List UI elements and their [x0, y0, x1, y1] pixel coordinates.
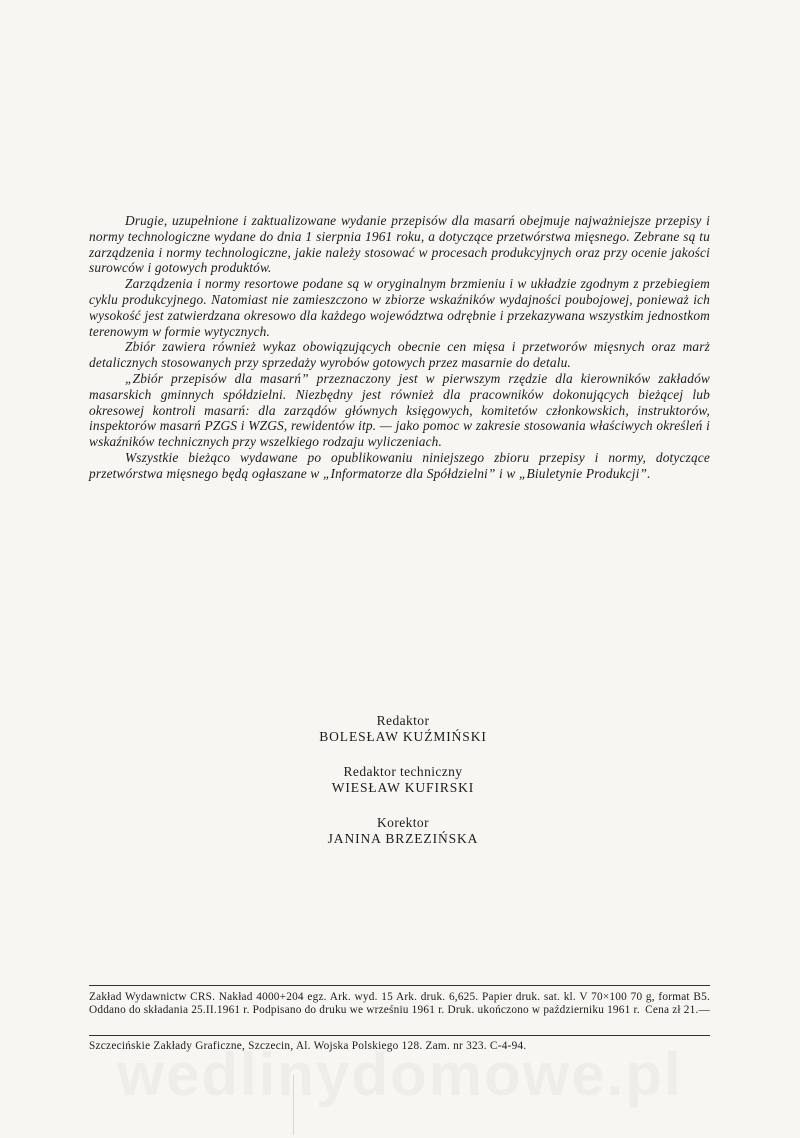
intro-paragraph: Wszystkie bieżąco wydawane po opublikowaniu niniejszego zbioru przepisy i normy, dotyczące przetwórstwa mięsnego będą ogłaszane w „Informatorze dla Spółdzielni” i w „Biuletynie Produkcji”.	[89, 449, 710, 481]
credit-name: WIESŁAW KUFIRSKI	[331, 780, 475, 795]
imprint-top-rule	[89, 985, 710, 986]
intro-paragraph: „Zbiór przepisów dla masarń” przeznaczony jest w pierwszym rzędzie dla kierowników zakładów masarskich gminnych spółdzielni. Niezbędny jest również dla pracowników dokonujących bieżącej lub okresowej kontroli masarń: dla zarządów głównych księgowych, komitetów członkowskich, instruktorów, inspektorów masarń PZGS i WZGS, rewidentów itp. — jako pomoc w zakresie stosowania właściwych określeń i wskaźników technicznych przy wszelkiego rodzaju wyliczeniach.	[89, 370, 710, 450]
credit-role: Korektor	[377, 815, 429, 830]
credit-name: JANINA BRZEZIŃSKA	[327, 831, 479, 846]
intro-text	[89, 213, 710, 482]
imprint-block	[89, 991, 710, 1018]
credit-technical-editor	[200, 764, 606, 796]
imprint-bottom-rule	[89, 1035, 710, 1036]
imprint-text: Zakład Wydawnictw CRS. Nakład 4000+204 egz. Ark. wyd. 15 Ark. druk. 6,625. Papier druk. sat. kl. V 70×100 70 g, format B5. Oddano do składania 25.II.1961 r. Podpisano do druku we wrześniu 1961 r. Druk. ukończono w październiku 1961 r.	[89, 991, 710, 1017]
page-fold-line	[293, 1075, 294, 1135]
credit-role: Redaktor	[376, 713, 430, 728]
credit-role: Redaktor techniczny	[343, 764, 463, 779]
intro-paragraph: Drugie, uzupełnione i zaktualizowane wydanie przepisów dla masarń obejmuje najważniejsze przepisy i normy technologiczne wydane do dnia 1 sierpnia 1961 roku, a dotyczące przetwórstwa mięsnego. Zebrane są tu zarządzenia i normy technologiczne, jakie należy stosować w procesach produkcyjnych oraz przy ocenie jakości surowców i gotowych produktów.	[89, 213, 710, 276]
credit-name: BOLESŁAW KUŹMIŃSKI	[319, 729, 487, 744]
credit-editor	[200, 713, 606, 745]
price-label: Cena zł 21.—	[645, 1004, 710, 1017]
editorial-credits	[200, 713, 606, 866]
credit-proofreader	[200, 815, 606, 847]
printer-info: Szczecińskie Zakłady Graficzne, Szczecin, Al. Wojska Polskiego 128. Zam. nr 323. C-4-94.	[89, 1040, 527, 1052]
intro-paragraph: Zbiór zawiera również wykaz obowiązujących obecnie cen mięsa i przetworów mięsnych oraz marż detalicznych stosowanych przy sprzedaży wyrobów gotowych przez masarnie do detalu.	[89, 339, 710, 371]
intro-paragraph: Zarządzenia i normy resortowe podane są w oryginalnym brzmieniu i w układzie zgodnym z przebiegiem cyklu produkcyjnego. Natomiast nie zamieszczono w zbiorze wskaźników wydajności poubojowej, ponieważ ich wysokość jest zatwierdzana okresowo dla każdego województwa odrębnie i przekazywana wszystkim jednostkom terenowym w formie wytycznych.	[89, 276, 710, 339]
